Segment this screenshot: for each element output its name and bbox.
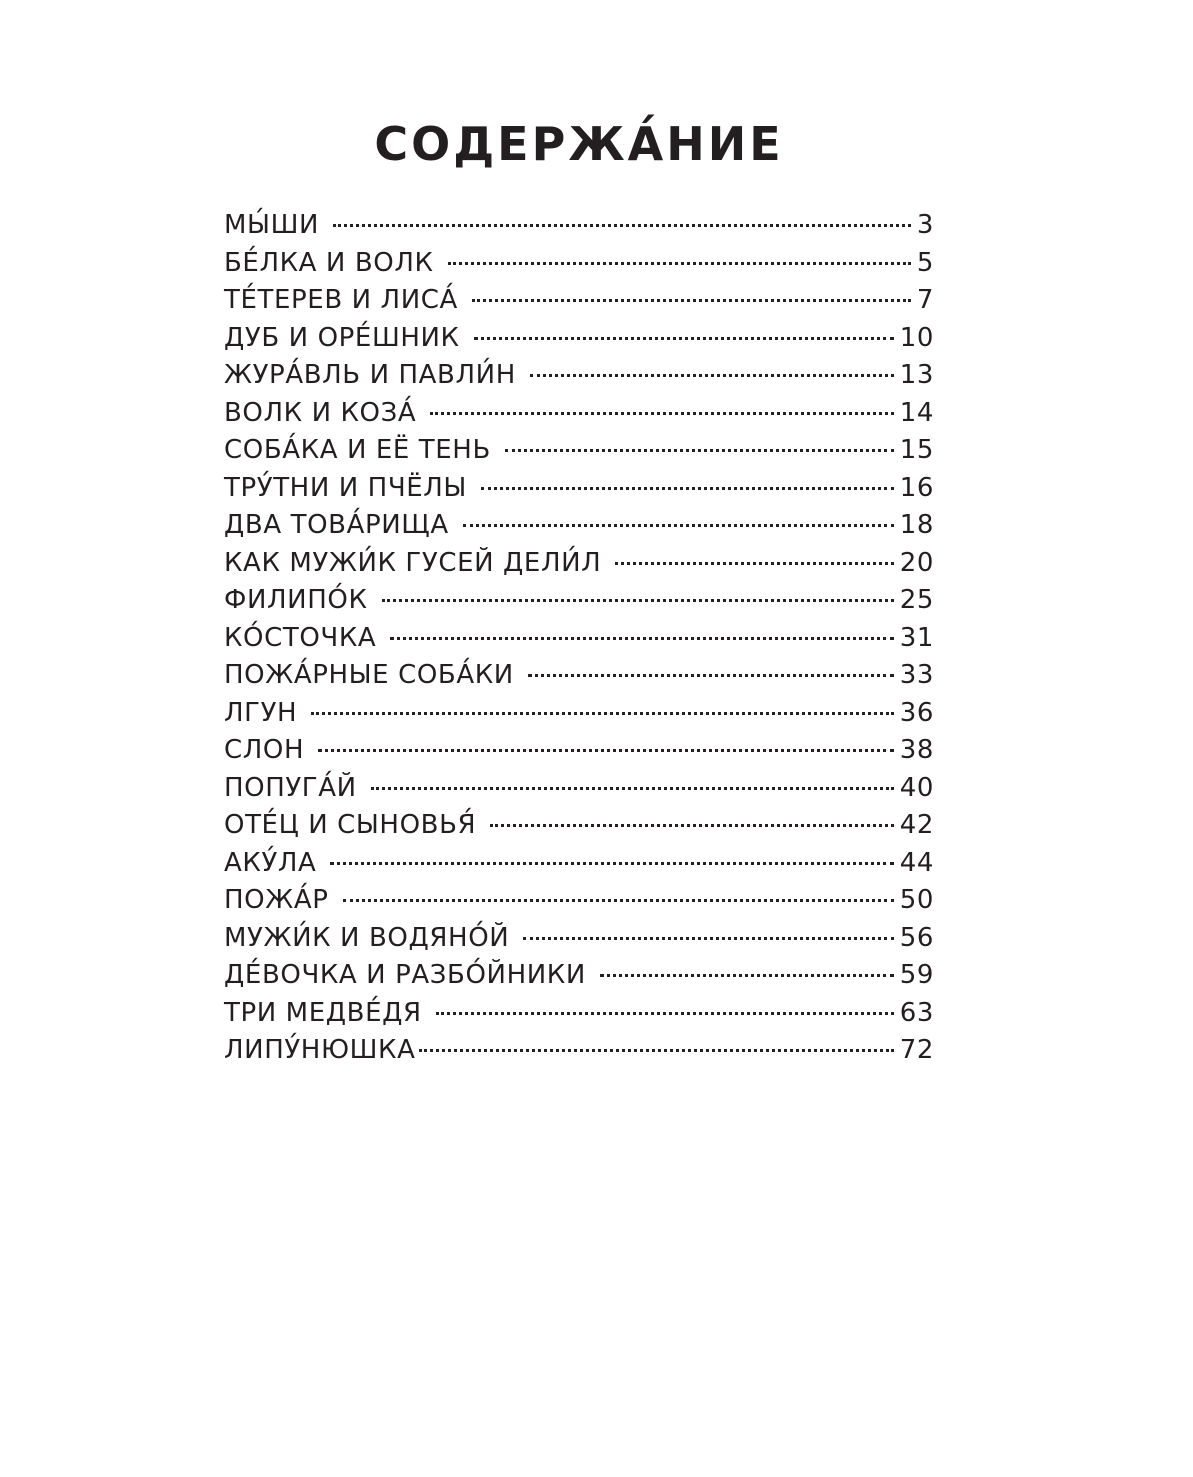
toc-entry[interactable] <box>224 582 934 620</box>
toc-entry-page: 59 <box>899 960 934 990</box>
toc-entry-page: 63 <box>899 997 934 1028</box>
toc-entry-title: ПОЖА́Р <box>224 885 329 915</box>
toc-entry-page: 20 <box>899 547 934 578</box>
toc-entry-page: 44 <box>899 847 934 878</box>
toc-entry[interactable] <box>224 845 934 883</box>
toc-entry-page: 50 <box>899 885 934 915</box>
toc-entry[interactable] <box>224 207 934 245</box>
toc-entry-title: ЖУРА́ВЛЬ И ПАВЛИ́Н <box>224 360 516 390</box>
table-of-contents <box>224 207 934 1070</box>
toc-entry[interactable] <box>224 957 934 995</box>
toc-entry[interactable] <box>224 995 934 1033</box>
toc-entry-title: МЫ́ШИ <box>224 210 320 240</box>
toc-entry-title: ОТЕ́Ц И СЫНОВЬЯ́ <box>224 810 477 840</box>
toc-entry-page: 42 <box>899 810 934 840</box>
dot-leader <box>382 599 894 602</box>
dot-leader <box>343 899 894 902</box>
dot-leader <box>430 412 893 415</box>
toc-entry-title: ТРИ МЕДВЕ́ДЯ <box>224 997 422 1028</box>
dot-leader <box>490 824 894 827</box>
page-title: СОДЕРЖА́НИЕ <box>374 117 784 171</box>
toc-entry-page: 36 <box>899 697 934 728</box>
toc-entry-title: ЛИПУ́НЮШКА <box>224 1035 416 1065</box>
toc-entry-page: 18 <box>899 510 934 540</box>
dot-leader <box>448 262 911 265</box>
toc-entry-title: ТЕ́ТЕРЕВ И ЛИСА́ <box>224 285 458 315</box>
dot-leader <box>528 674 894 677</box>
toc-entry[interactable] <box>224 282 934 320</box>
toc-entry[interactable] <box>224 245 934 283</box>
toc-entry-title: КАК МУЖИ́К ГУСЕЙ ДЕЛИ́Л <box>224 547 602 578</box>
toc-entry[interactable] <box>224 1032 934 1070</box>
dot-leader <box>330 862 893 865</box>
toc-entry-title: ЛГУН <box>224 697 298 728</box>
dot-leader <box>474 337 894 340</box>
toc-entry[interactable] <box>224 620 934 658</box>
dot-leader <box>472 299 911 302</box>
toc-entry-title: ДУБ И ОРЕ́ШНИК <box>224 322 460 353</box>
dot-leader <box>436 1012 894 1015</box>
dot-leader <box>371 787 894 790</box>
toc-entry-title: АКУ́ЛА <box>224 847 317 878</box>
toc-entry[interactable] <box>224 695 934 733</box>
toc-entry[interactable] <box>224 770 934 808</box>
dot-leader <box>333 224 911 227</box>
toc-entry-page: 3 <box>916 210 934 240</box>
toc-entry[interactable] <box>224 657 934 695</box>
dot-leader <box>481 487 894 490</box>
dot-leader <box>530 374 894 377</box>
toc-entry-title: ФИЛИПО́К <box>224 585 368 615</box>
toc-entry[interactable] <box>224 357 934 395</box>
toc-entry[interactable] <box>224 732 934 770</box>
toc-entry-title: ПОПУГА́Й <box>224 772 357 803</box>
toc-entry-page: 38 <box>899 735 934 765</box>
toc-entry-page: 14 <box>899 397 934 428</box>
dot-leader <box>318 749 894 752</box>
toc-entry-page: 40 <box>899 772 934 803</box>
toc-entry[interactable] <box>224 807 934 845</box>
toc-entry-title: ДВА ТОВА́РИЩА <box>224 510 449 540</box>
toc-entry-page: 15 <box>899 435 934 465</box>
toc-entry-title: ВОЛК И КОЗА́ <box>224 397 417 428</box>
dot-leader <box>311 712 894 715</box>
toc-entry[interactable] <box>224 320 934 358</box>
toc-entry-title: ТРУ́ТНИ И ПЧЁЛЫ <box>224 472 467 503</box>
toc-entry[interactable] <box>224 432 934 470</box>
toc-entry-title: КО́СТОЧКА <box>224 622 377 653</box>
toc-entry-page: 25 <box>899 585 934 615</box>
toc-entry[interactable] <box>224 395 934 433</box>
toc-entry-title: ДЕ́ВОЧКА И РАЗБО́ЙНИКИ <box>224 960 586 990</box>
toc-entry-page: 5 <box>916 247 934 278</box>
toc-entry-page: 7 <box>916 285 934 315</box>
toc-entry-title: МУЖИ́К И ВОДЯНО́Й <box>224 922 510 953</box>
dot-leader <box>463 524 894 527</box>
dot-leader <box>523 937 893 940</box>
toc-entry-page: 13 <box>899 360 934 390</box>
toc-entry-title: СОБА́КА И ЕЁ ТЕНЬ <box>224 435 491 465</box>
toc-entry-page: 72 <box>899 1035 934 1065</box>
toc-entry-page: 16 <box>899 472 934 503</box>
dot-leader <box>390 637 893 640</box>
toc-entry[interactable] <box>224 882 934 920</box>
toc-entry[interactable] <box>224 545 934 583</box>
toc-entry-page: 56 <box>899 922 934 953</box>
toc-entry[interactable] <box>224 507 934 545</box>
toc-entry[interactable] <box>224 470 934 508</box>
toc-entry-page: 10 <box>899 322 934 353</box>
toc-entry-page: 31 <box>899 622 934 653</box>
toc-entry-title: СЛОН <box>224 735 305 765</box>
dot-leader <box>419 1049 893 1052</box>
toc-entry-title: ПОЖА́РНЫЕ СОБА́КИ <box>224 660 514 690</box>
toc-entry[interactable] <box>224 920 934 958</box>
dot-leader <box>615 562 893 565</box>
toc-entry-title: БЕ́ЛКА И ВОЛК <box>224 247 434 278</box>
dot-leader <box>600 974 894 977</box>
dot-leader <box>505 449 894 452</box>
toc-entry-page: 33 <box>899 660 934 690</box>
